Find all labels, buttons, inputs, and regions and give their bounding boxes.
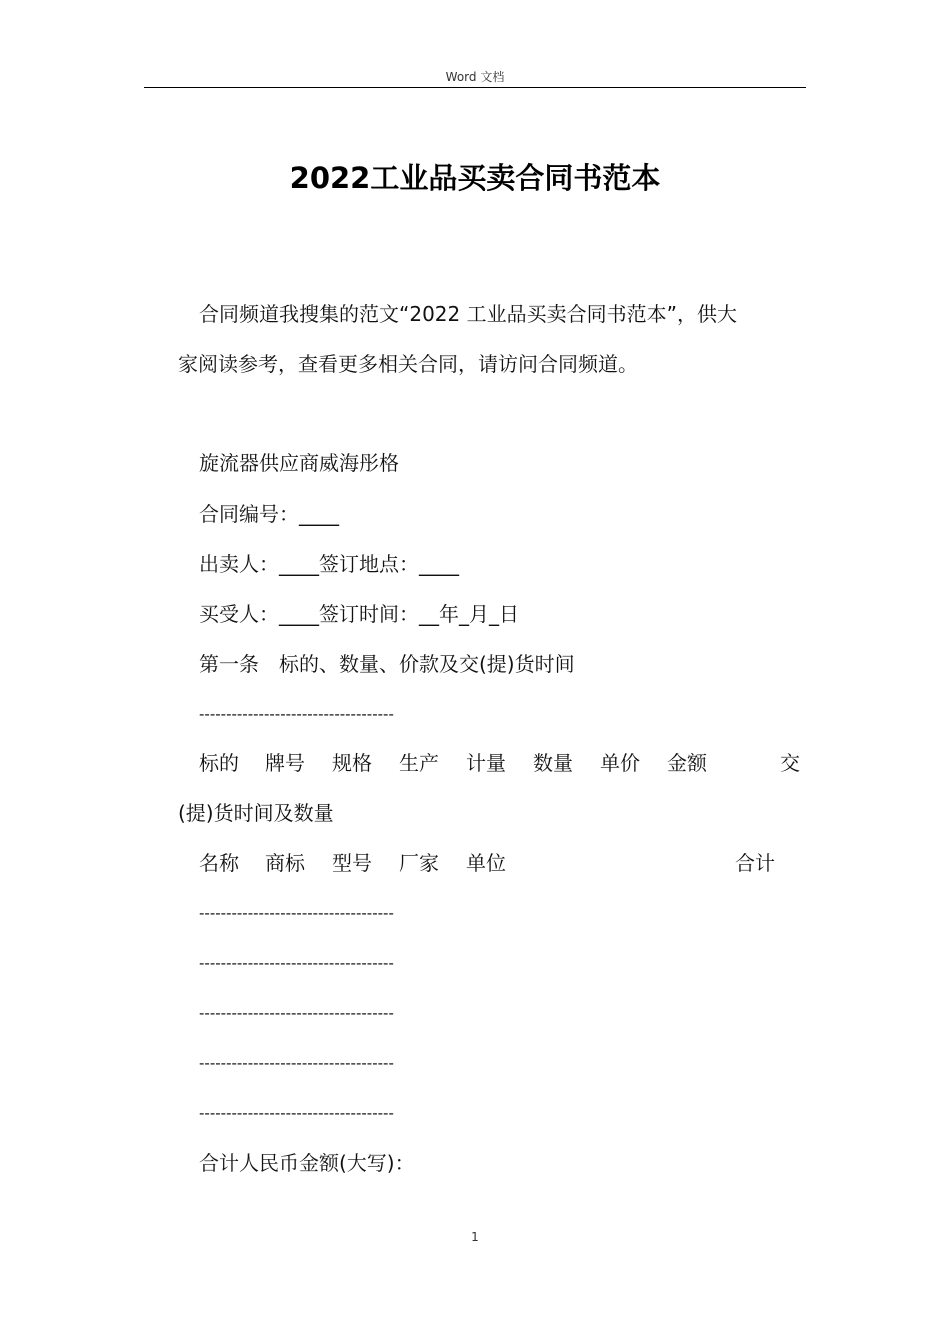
intro-text: 合同频道我搜集的范文“2022 工业品买卖合同书范本”，供大 bbox=[199, 302, 737, 326]
buyer-line: 买受人：____签订时间：__年_月_日 bbox=[199, 602, 519, 626]
table-header-continuation: (提)货时间及数量 bbox=[178, 801, 334, 825]
table-header-cell: 型号 bbox=[332, 851, 372, 875]
table-header-cell: 牌号 bbox=[265, 751, 305, 775]
table-header-cell: 名称 bbox=[199, 851, 239, 875]
table-header-cell: 数量 bbox=[533, 751, 573, 775]
intro-paragraph-line-2: 家阅读参考，查看更多相关合同，请访问合同频道。 bbox=[178, 352, 638, 376]
dash-separator: ------------------------------------ bbox=[199, 705, 394, 723]
seller-line: 出卖人：____签订地点：____ bbox=[199, 552, 459, 576]
table-header-cell: 厂家 bbox=[399, 851, 439, 875]
table-header-cell: 生产 bbox=[399, 751, 439, 775]
header-divider bbox=[144, 87, 806, 88]
dash-separator: ------------------------------------ bbox=[199, 954, 394, 972]
document-title: 2022工业品买卖合同书范本 bbox=[289, 161, 661, 195]
intro-paragraph-line-1 bbox=[199, 301, 806, 327]
table-header-cell: 合计 bbox=[735, 851, 775, 875]
dash-separator: ------------------------------------ bbox=[199, 1104, 394, 1122]
table-header-cell: 交 bbox=[780, 751, 800, 775]
table-header-cell: 标的 bbox=[199, 751, 239, 775]
page-header: Word 文档 bbox=[445, 70, 505, 84]
article-1-heading: 第一条 标的、数量、价款及交(提)货时间 bbox=[199, 652, 575, 676]
contract-number-line: 合同编号：____ bbox=[199, 502, 339, 526]
company-line: 旋流器供应商威海彤格 bbox=[199, 451, 399, 475]
table-header-cell: 规格 bbox=[332, 751, 372, 775]
dash-separator: ------------------------------------ bbox=[199, 1004, 394, 1022]
table-header-cell: 单价 bbox=[600, 751, 640, 775]
page-number: 1 bbox=[471, 1230, 479, 1244]
table-header-cell: 单位 bbox=[466, 851, 506, 875]
table-header-cell: 商标 bbox=[265, 851, 305, 875]
total-amount-line: 合计人民币金额(大写)： bbox=[199, 1151, 415, 1175]
table-header-cell: 计量 bbox=[466, 751, 506, 775]
table-header-cell: 金额 bbox=[667, 751, 707, 775]
dash-separator: ------------------------------------ bbox=[199, 904, 394, 922]
dash-separator: ------------------------------------ bbox=[199, 1054, 394, 1072]
